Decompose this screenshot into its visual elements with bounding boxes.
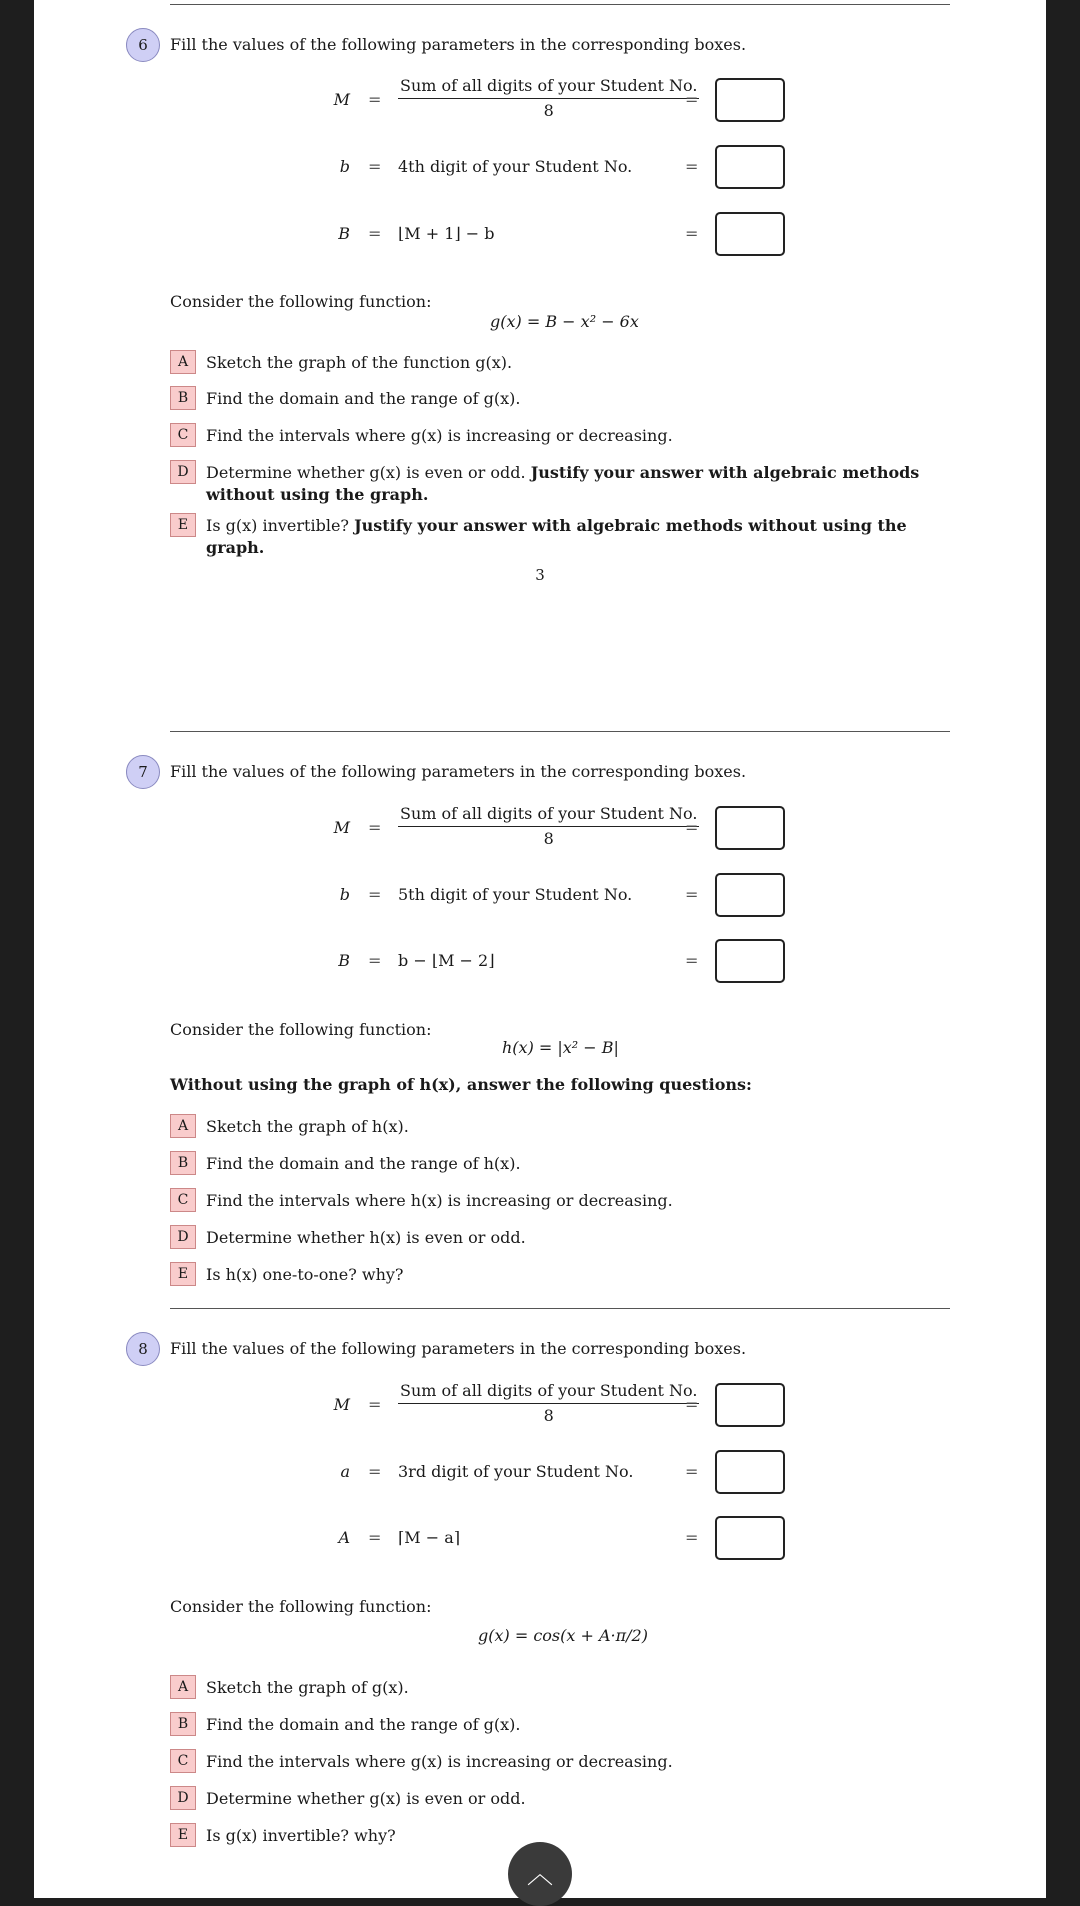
- equals-sign: =: [685, 951, 699, 970]
- equals-sign: =: [685, 885, 699, 904]
- task-label: D: [170, 1786, 196, 1810]
- answer-box-B[interactable]: [715, 939, 785, 983]
- consider-text: Consider the following function:: [170, 1020, 432, 1039]
- fraction-denominator: 8: [543, 829, 554, 848]
- param-row-a: [320, 1448, 800, 1496]
- equals-sign: =: [368, 1528, 382, 1547]
- task-text: Find the domain and the range of h(x).: [206, 1154, 521, 1173]
- function-definition: g(x) = cos(x + A·π/2): [478, 1626, 648, 1645]
- task-text: Find the domain and the range of g(x).: [206, 389, 521, 408]
- task-text: Is g(x) invertible? why?: [206, 1826, 396, 1845]
- task-label: C: [170, 1188, 196, 1212]
- param-symbol: B: [338, 224, 350, 243]
- chevron-up-icon: ︿: [526, 1860, 553, 1890]
- param-expression: [398, 804, 699, 848]
- task-text: [206, 462, 966, 506]
- param-symbol: b: [339, 157, 350, 176]
- task-label: D: [170, 460, 196, 484]
- equals-sign: =: [368, 1395, 382, 1414]
- equals-sign: =: [685, 1395, 699, 1414]
- task-label: B: [170, 1712, 196, 1736]
- fraction-numerator: Sum of all digits of your Student No.: [398, 76, 699, 99]
- answer-box-a[interactable]: [715, 1450, 785, 1494]
- equals-sign: =: [685, 1462, 699, 1481]
- param-row-M: [320, 76, 800, 124]
- task-text-bold: Justify your answer with algebraic methods without using the graph.: [206, 516, 907, 557]
- param-symbol: M: [333, 90, 350, 109]
- task-text-bold: Justify your answer with algebraic methods without using the graph.: [206, 463, 920, 504]
- task-text-plain: Determine whether g(x) is even or odd.: [206, 463, 526, 482]
- scroll-to-top-button[interactable]: [508, 1842, 572, 1906]
- equals-sign: =: [368, 818, 382, 837]
- task-text: Is h(x) one-to-one? why?: [206, 1265, 404, 1284]
- equals-sign: =: [368, 90, 382, 109]
- question-intro: Fill the values of the following parameters in the corresponding boxes.: [170, 1339, 747, 1358]
- page-number: 3: [535, 566, 545, 584]
- param-symbol: A: [338, 1528, 350, 1547]
- param-symbol: M: [333, 818, 350, 837]
- task-label: D: [170, 1225, 196, 1249]
- equals-sign: =: [685, 157, 699, 176]
- task-label: E: [170, 1823, 196, 1847]
- question-intro: Fill the values of the following parameters in the corresponding boxes.: [170, 762, 747, 781]
- question-number-badge: 6: [126, 28, 160, 62]
- equals-sign: =: [685, 90, 699, 109]
- divider: [170, 731, 950, 732]
- task-text: Find the intervals where g(x) is increasing or decreasing.: [206, 1752, 673, 1771]
- fraction-numerator: Sum of all digits of your Student No.: [398, 1381, 699, 1404]
- param-expression: ⌊M + 1⌋ − b: [398, 224, 495, 243]
- task-label: B: [170, 1151, 196, 1175]
- task-text: [206, 515, 966, 559]
- param-symbol: a: [340, 1462, 350, 1481]
- param-expression: 4th digit of your Student No.: [398, 157, 633, 176]
- param-symbol: b: [339, 885, 350, 904]
- task-text-plain: Is g(x) invertible?: [206, 516, 349, 535]
- equals-sign: =: [685, 1528, 699, 1547]
- param-row-M: [320, 804, 800, 852]
- answer-box-M[interactable]: [715, 1383, 785, 1427]
- equals-sign: =: [368, 951, 382, 970]
- param-symbol: B: [338, 951, 350, 970]
- param-row-M: [320, 1381, 800, 1429]
- param-expression: 3rd digit of your Student No.: [398, 1462, 634, 1481]
- task-text: Find the intervals where h(x) is increasing or decreasing.: [206, 1191, 673, 1210]
- function-definition: g(x) = B − x² − 6x: [490, 312, 639, 331]
- equals-sign: =: [368, 224, 382, 243]
- task-label: E: [170, 513, 196, 537]
- param-row-A: [320, 1514, 800, 1562]
- param-row-B: [320, 937, 800, 985]
- param-expression: ⌈M − a⌉: [398, 1528, 460, 1547]
- consider-text: Consider the following function:: [170, 1597, 432, 1616]
- equals-sign: =: [368, 157, 382, 176]
- param-expression: 5th digit of your Student No.: [398, 885, 633, 904]
- task-label: A: [170, 1114, 196, 1138]
- fraction-numerator: Sum of all digits of your Student No.: [398, 804, 699, 827]
- param-expression: b − ⌊M − 2⌋: [398, 951, 495, 970]
- answer-box-b[interactable]: [715, 145, 785, 189]
- answer-box-M[interactable]: [715, 78, 785, 122]
- question-intro: Fill the values of the following parameters in the corresponding boxes.: [170, 35, 747, 54]
- function-definition: h(x) = |x² − B|: [502, 1038, 619, 1057]
- instruction-text: Without using the graph of h(x), answer the following questions:: [170, 1075, 752, 1094]
- param-row-b: [320, 143, 800, 191]
- divider: [170, 4, 950, 5]
- equals-sign: =: [685, 224, 699, 243]
- equals-sign: =: [685, 818, 699, 837]
- task-label: E: [170, 1262, 196, 1286]
- param-expression: [398, 1381, 699, 1425]
- question-number-badge: 7: [126, 755, 160, 789]
- param-row-b: [320, 871, 800, 919]
- task-text: Find the intervals where g(x) is increasing or decreasing.: [206, 426, 673, 445]
- task-label: C: [170, 1749, 196, 1773]
- task-label: C: [170, 423, 196, 447]
- fraction-denominator: 8: [543, 1406, 554, 1425]
- param-row-B: [320, 210, 800, 258]
- task-text: Sketch the graph of the function g(x).: [206, 353, 513, 372]
- task-text: Find the domain and the range of g(x).: [206, 1715, 521, 1734]
- task-text: Determine whether g(x) is even or odd.: [206, 1789, 526, 1808]
- answer-box-B[interactable]: [715, 212, 785, 256]
- task-label: A: [170, 350, 196, 374]
- answer-box-b[interactable]: [715, 873, 785, 917]
- task-text: Determine whether h(x) is even or odd.: [206, 1228, 526, 1247]
- question-number-badge: 8: [126, 1332, 160, 1366]
- task-label: A: [170, 1675, 196, 1699]
- answer-box-M[interactable]: [715, 806, 785, 850]
- fraction-denominator: 8: [543, 101, 554, 120]
- consider-text: Consider the following function:: [170, 292, 432, 311]
- task-text: Sketch the graph of g(x).: [206, 1678, 409, 1697]
- answer-box-A[interactable]: [715, 1516, 785, 1560]
- equals-sign: =: [368, 1462, 382, 1481]
- task-text: Sketch the graph of h(x).: [206, 1117, 409, 1136]
- param-expression: [398, 76, 699, 120]
- divider: [170, 1308, 950, 1309]
- task-label: B: [170, 386, 196, 410]
- equals-sign: =: [368, 885, 382, 904]
- param-symbol: M: [333, 1395, 350, 1414]
